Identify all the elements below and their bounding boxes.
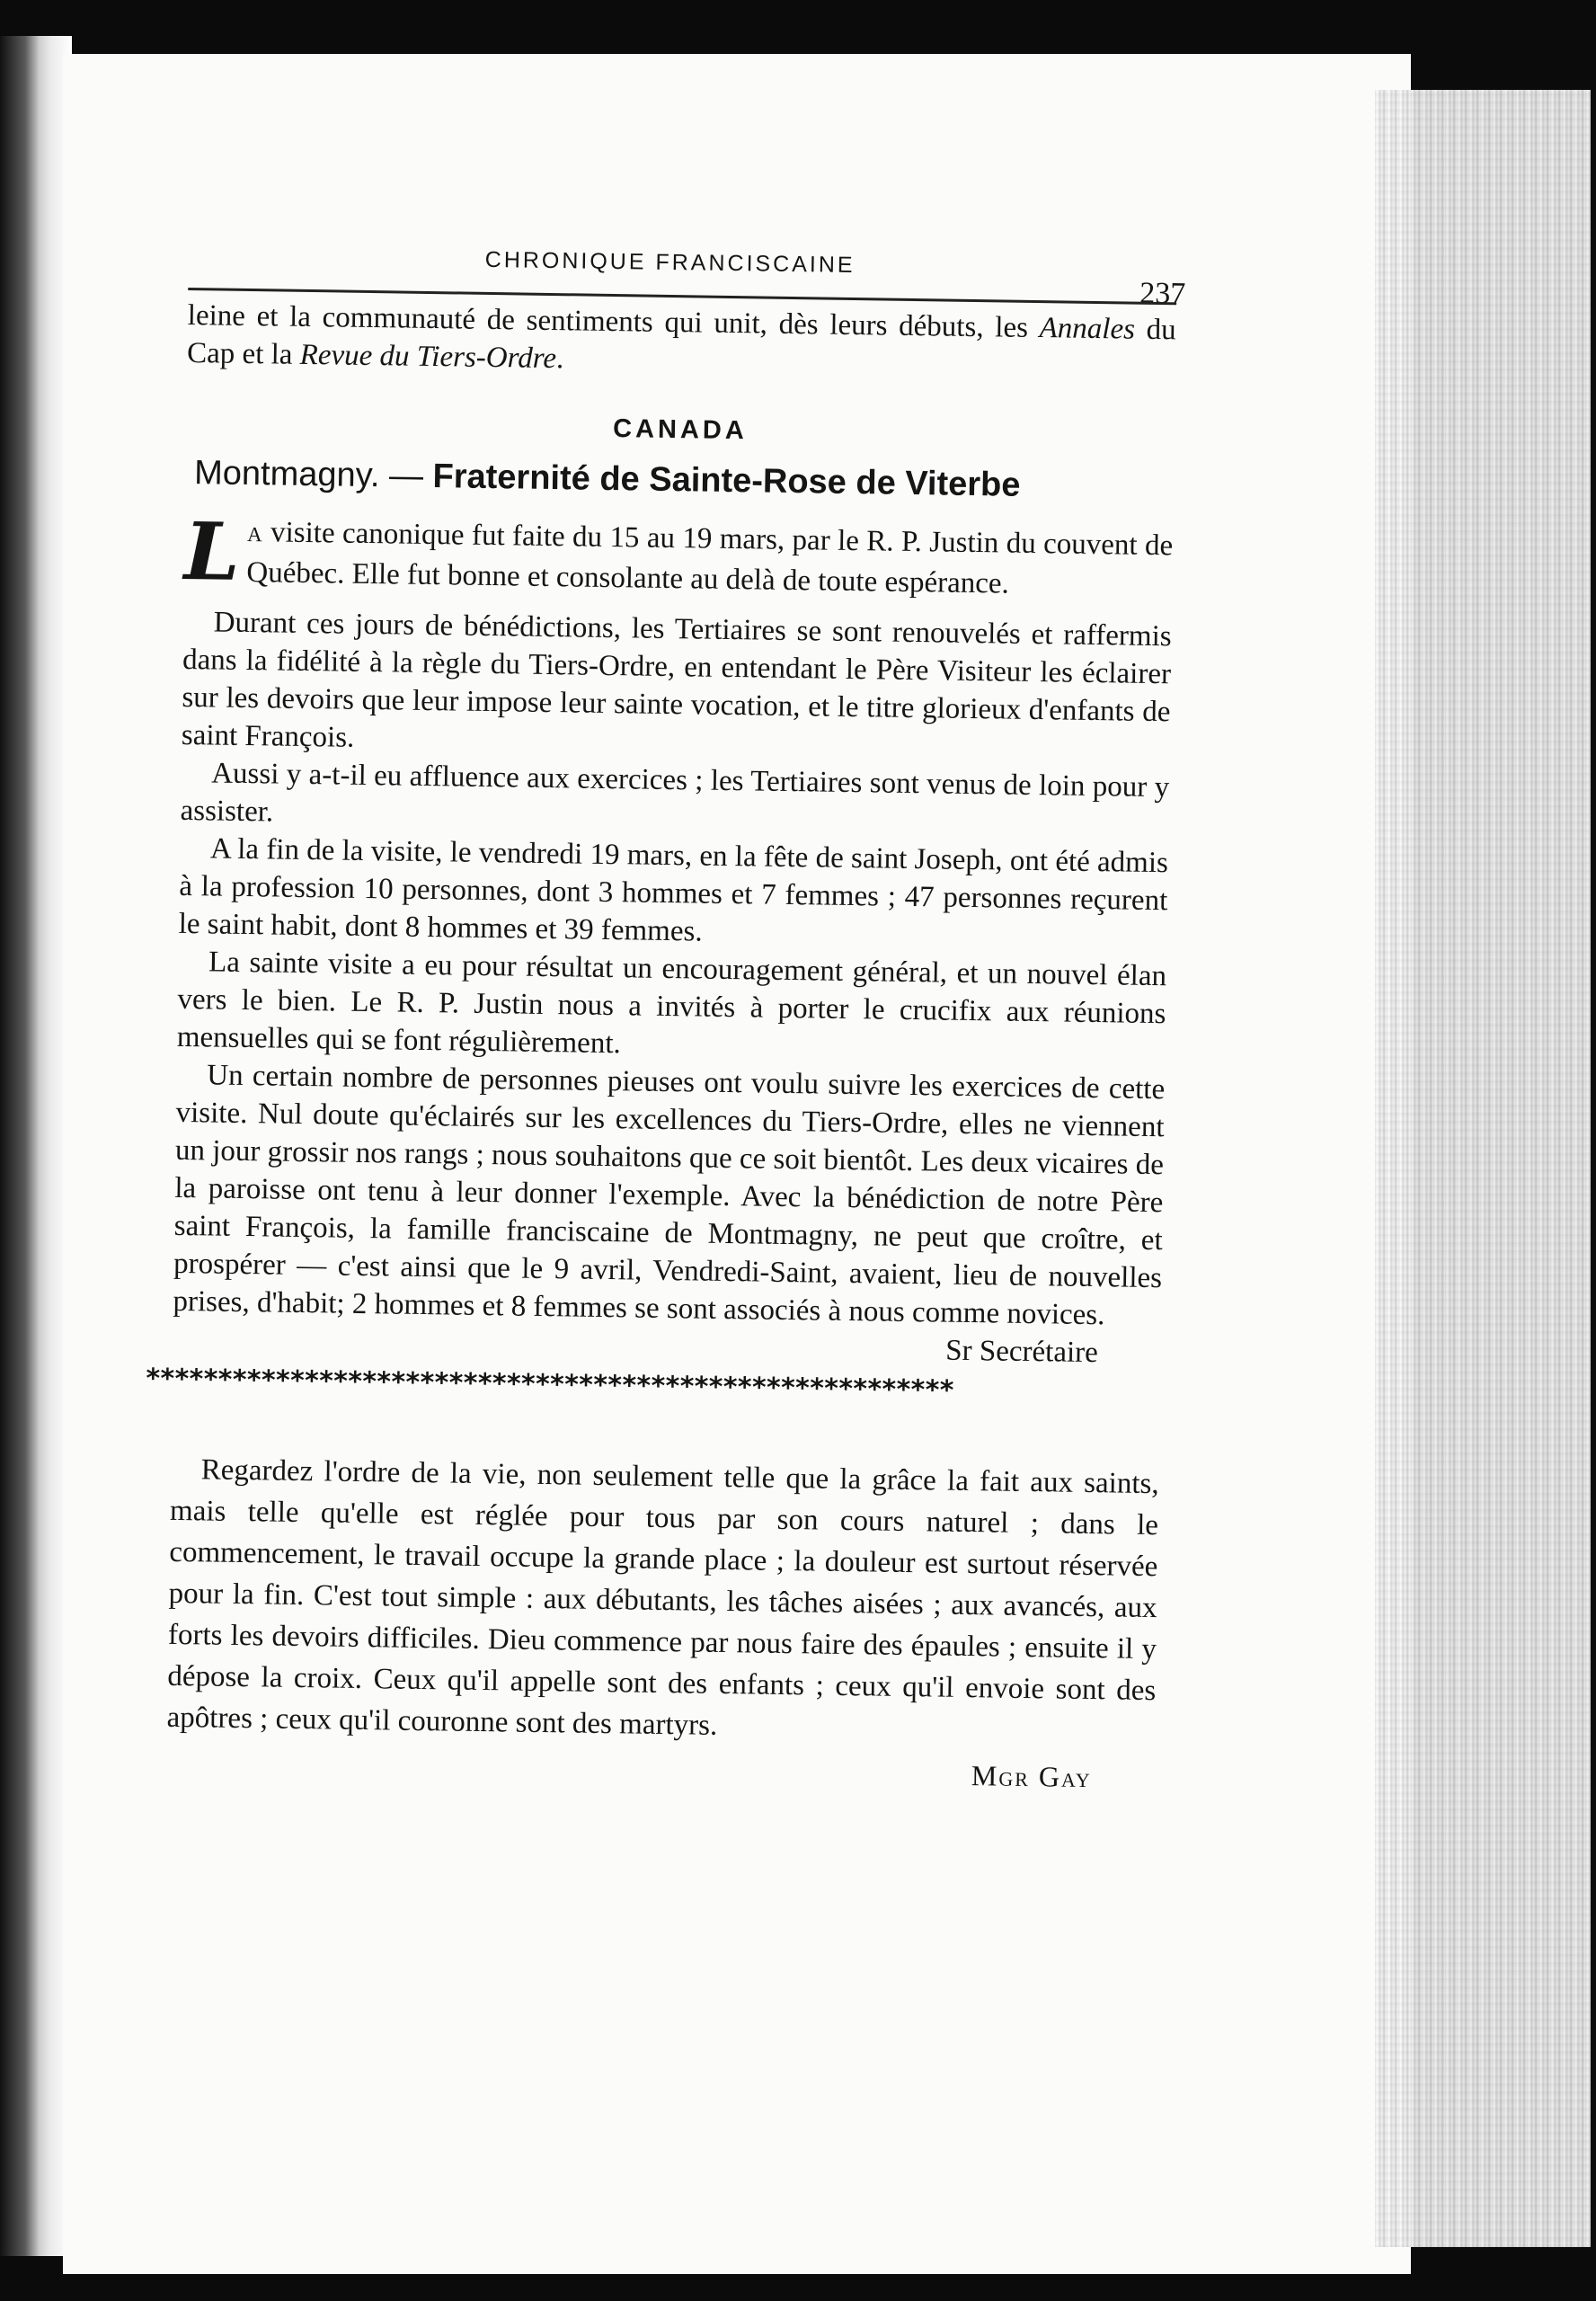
article-paragraph-5: La sainte visite a eu pour résultat un encouragement général, et un nouvel élan vers le bien. Le R. P. Justin nous a invités à porter le crucifix aux réunions mensuelles qui se font régulièrement. xyxy=(176,946,1167,1061)
heading-dash: — xyxy=(379,457,433,496)
page-number: 237 xyxy=(1139,276,1186,311)
carryover-start: leine et la communauté de sentiments qui unit, dès leurs débuts, les xyxy=(187,298,1029,344)
book-binding xyxy=(0,36,72,2256)
drop-cap: L xyxy=(183,503,241,599)
carryover-paragraph xyxy=(187,297,1176,386)
article-paragraph-4: A la fin de la visite, le vendredi 19 mars, en la fête de saint Joseph, ont été admis à la profession 10 personnes, dont 3 hommes et 7 femmes ; 47 personnes reçurent le saint habit, dont 8 hommes et 39 femmes. xyxy=(178,832,1169,948)
article-paragraph-2: Durant ces jours de bénédictions, les Tertiaires se sont renouvelés et raffermis dans la fidélité à la règle du Tiers-Ordre, en entendant le Père Visiteur les éclairer sur les devoirs que leur impose leur sainte vocation, et le titre glorieux d'enfants de saint François. xyxy=(181,606,1172,754)
carryover-mid: du Cap et la xyxy=(186,313,1176,371)
running-title: CHRONIQUE FRANCISCAINE xyxy=(484,246,856,279)
page-edges xyxy=(1375,90,1591,2247)
article-paragraph-1 xyxy=(183,503,1174,605)
fraternity-name: Fraternité de Sainte-Rose de Viterbe xyxy=(432,458,1021,504)
page-text xyxy=(144,243,1186,1795)
article-paragraph-3: Aussi y a-t-il eu affluence aux exercices ; les Tertiaires sont venus de loin pour y assister. xyxy=(180,757,1170,829)
annales-title: Annales xyxy=(1039,312,1136,346)
paragraph-1-text: visite canonique fut faite du 15 au 19 mars, par le R. P. Justin du couvent de Québec. Elle fut bonne et consolante au delà de toute espérance. xyxy=(246,516,1174,600)
quote-author: Mgr Gay xyxy=(971,1759,1093,1794)
carryover-end: . xyxy=(555,342,564,376)
quote-text: Regardez l'ordre de la vie, non seulement telle que la grâce la fait aux saints, mais telle qu'elle est réglée pour tous par son cours naturel ; dans le commencement, le travail occupe la grande place ; la douleur est surtout réservée pour la fin. C'est tout simple : aux débutants, les tâches aisées ; aux avancés, aux forts les devoirs difficiles. Dieu commence par nous faire des épaules ; ensuite il y dépose la croix. Ceux qu'il appelle sont des enfants ; ceux qu'il envoie sont des apôtres ; ceux qu'il couronne sont des martyrs. xyxy=(166,1453,1159,1742)
article-paragraph-6: Un certain nombre de personnes pieuses ont voulu suivre les exercices de cette visite. Nul doute qu'éclairés sur les excellences du Tiers-Ordre, elles ne viennent un jour grossir nos rangs ; nous souhaitons que ce soit bientôt. Les deux vicaires de la paroisse ont tenu à leur donner l'exemple. Avec la bénédiction de notre Père saint François, la famille franciscaine de Montmagny, ne peut que croître, et prospérer — c'est ainsi que le 9 avril, Vendredi-Saint, avaient, lieu de nouvelles prises, d'habit; 2 hommes et 8 femmes se sont associés à nous comme novices. xyxy=(173,1059,1166,1332)
place-name: Montmagny. xyxy=(193,454,380,495)
quote-block xyxy=(166,1449,1159,1795)
article-heading xyxy=(194,454,1175,507)
asterisk-separator: ******************************************************** xyxy=(144,1363,953,1407)
secretary-signature: Sr Secrétaire xyxy=(945,1334,1099,1370)
revue-title: Revue du Tiers-Ordre xyxy=(299,338,557,376)
lead-caps: A xyxy=(246,523,263,546)
section-title: CANADA xyxy=(612,414,749,446)
